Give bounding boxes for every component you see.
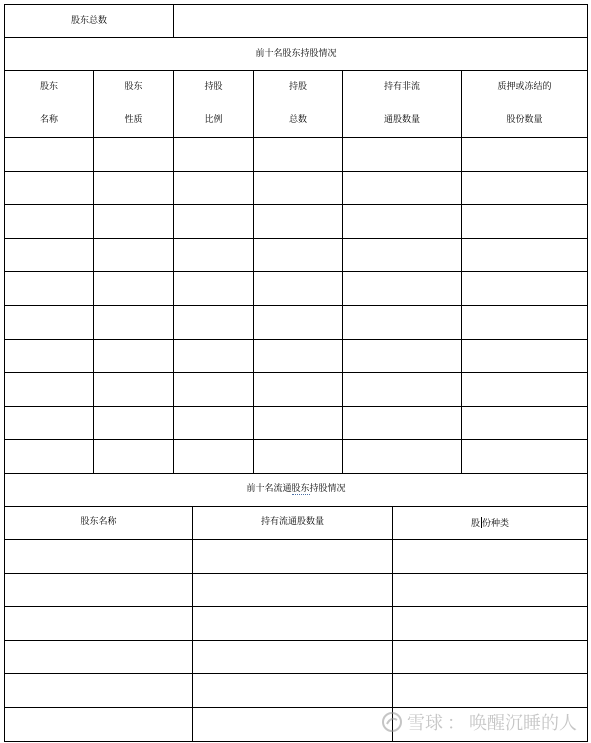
table-row xyxy=(5,440,588,474)
watermark-author: 唤醒沉睡的人 xyxy=(469,713,577,734)
table-cell[interactable] xyxy=(193,674,393,708)
table-cell[interactable] xyxy=(462,339,588,373)
header-shareholder-name: 股东 名称 xyxy=(5,71,94,138)
table-cell[interactable] xyxy=(254,238,343,272)
table-cell[interactable] xyxy=(174,373,254,407)
table-cell[interactable] xyxy=(5,373,94,407)
table-cell[interactable] xyxy=(5,238,94,272)
top10-float-body xyxy=(5,539,588,741)
table-cell[interactable] xyxy=(462,138,588,172)
table-cell[interactable] xyxy=(94,305,174,339)
table-row xyxy=(5,305,588,339)
table-cell[interactable] xyxy=(254,171,343,205)
table-cell[interactable] xyxy=(193,573,393,607)
table-cell[interactable] xyxy=(393,707,588,741)
table-cell[interactable] xyxy=(462,272,588,306)
total-shareholders-label: 股东总数 xyxy=(5,5,174,38)
top10-float-shareholders-table xyxy=(4,473,588,742)
table-cell[interactable] xyxy=(5,339,94,373)
table-cell[interactable] xyxy=(193,607,393,641)
header-holding-ratio: 持股 比例 xyxy=(174,71,254,138)
table-cell[interactable] xyxy=(5,205,94,239)
table-cell[interactable] xyxy=(5,573,193,607)
spellcheck-underline: 股东 xyxy=(291,484,310,495)
table-row xyxy=(5,640,588,674)
table-cell[interactable] xyxy=(343,171,462,205)
table-cell[interactable] xyxy=(254,272,343,306)
table-cell[interactable] xyxy=(462,205,588,239)
table-cell[interactable] xyxy=(5,607,193,641)
table-cell[interactable] xyxy=(393,607,588,641)
table-cell[interactable] xyxy=(343,238,462,272)
top10-body xyxy=(5,138,588,474)
table-cell[interactable] xyxy=(462,238,588,272)
table-cell[interactable] xyxy=(94,138,174,172)
table-cell[interactable] xyxy=(5,171,94,205)
table-cell[interactable] xyxy=(343,305,462,339)
table-row xyxy=(5,539,588,573)
table-cell[interactable] xyxy=(343,205,462,239)
table-cell[interactable] xyxy=(174,138,254,172)
table-cell[interactable] xyxy=(5,138,94,172)
table-cell[interactable] xyxy=(254,205,343,239)
table-cell[interactable] xyxy=(5,305,94,339)
table-cell[interactable] xyxy=(343,138,462,172)
table-cell[interactable] xyxy=(254,440,343,474)
table-cell[interactable] xyxy=(462,406,588,440)
table-cell[interactable] xyxy=(343,272,462,306)
table-cell[interactable] xyxy=(94,339,174,373)
table-cell[interactable] xyxy=(343,373,462,407)
table-cell[interactable] xyxy=(5,707,193,741)
table-cell[interactable] xyxy=(254,373,343,407)
table-row xyxy=(5,373,588,407)
table-row xyxy=(5,339,588,373)
table-cell[interactable] xyxy=(94,272,174,306)
table-cell[interactable] xyxy=(393,539,588,573)
top10-header-row xyxy=(5,71,588,138)
top10-float-header-row xyxy=(5,506,588,539)
table-cell[interactable] xyxy=(254,138,343,172)
table-cell[interactable] xyxy=(393,573,588,607)
table-cell[interactable] xyxy=(174,440,254,474)
table-cell[interactable] xyxy=(5,406,94,440)
table-cell[interactable] xyxy=(94,171,174,205)
table-row xyxy=(5,707,588,741)
table-cell[interactable] xyxy=(174,205,254,239)
table-cell[interactable] xyxy=(94,440,174,474)
table-cell[interactable] xyxy=(5,539,193,573)
table-cell[interactable] xyxy=(174,305,254,339)
watermark-separator: ： xyxy=(447,713,465,734)
table-cell[interactable] xyxy=(174,339,254,373)
total-shareholders-value[interactable] xyxy=(174,5,588,38)
table-row xyxy=(5,138,588,172)
table-cell[interactable] xyxy=(254,305,343,339)
table-cell[interactable] xyxy=(174,238,254,272)
table-cell[interactable] xyxy=(462,171,588,205)
table-row xyxy=(5,406,588,440)
total-shareholders-row xyxy=(5,5,588,38)
table-row xyxy=(5,573,588,607)
header-float-shares: 持有流通股数量 xyxy=(193,506,393,539)
top10-title: 前十名股东持股情况 xyxy=(5,38,588,71)
table-row xyxy=(5,205,588,239)
table-row xyxy=(5,272,588,306)
table-cell[interactable] xyxy=(462,440,588,474)
table-row xyxy=(5,607,588,641)
top10-shareholders-table xyxy=(4,4,588,474)
table-row xyxy=(5,674,588,708)
header-pledged-frozen: 质押或冻结的 股份数量 xyxy=(462,71,588,138)
table-cell[interactable] xyxy=(462,305,588,339)
header-holding-total: 持股 总数 xyxy=(254,71,343,138)
table-cell[interactable] xyxy=(193,707,393,741)
shareholder-form xyxy=(4,4,587,742)
table-cell[interactable] xyxy=(94,373,174,407)
table-cell[interactable] xyxy=(94,406,174,440)
table-cell[interactable] xyxy=(94,205,174,239)
table-cell[interactable] xyxy=(343,339,462,373)
table-row xyxy=(5,238,588,272)
table-cell[interactable] xyxy=(193,640,393,674)
table-cell[interactable] xyxy=(343,440,462,474)
watermark-site: 雪球 xyxy=(407,713,443,734)
table-cell[interactable] xyxy=(174,272,254,306)
table-cell[interactable] xyxy=(5,640,193,674)
header-shareholder-type: 股东 性质 xyxy=(94,71,174,138)
table-row xyxy=(5,171,588,205)
header-share-type[interactable]: 股 份种类 xyxy=(393,506,588,539)
table-cell[interactable] xyxy=(174,406,254,440)
header-restricted-shares: 持有非流 通股数量 xyxy=(343,71,462,138)
table-cell[interactable] xyxy=(94,238,174,272)
table-cell[interactable] xyxy=(174,171,254,205)
table-cell[interactable] xyxy=(393,640,588,674)
top10-float-title: 前十名流通股东持股情况 xyxy=(5,473,588,506)
top10-title-row xyxy=(5,38,588,71)
table-cell[interactable] xyxy=(5,272,94,306)
table-cell[interactable] xyxy=(5,440,94,474)
table-cell[interactable] xyxy=(462,373,588,407)
table-cell[interactable] xyxy=(343,406,462,440)
table-cell[interactable] xyxy=(254,406,343,440)
table-cell[interactable] xyxy=(254,339,343,373)
table-cell[interactable] xyxy=(5,674,193,708)
table-cell[interactable] xyxy=(193,539,393,573)
header-float-name: 股东名称 xyxy=(5,506,193,539)
top10-float-title-row xyxy=(5,473,588,506)
table-cell[interactable] xyxy=(393,674,588,708)
